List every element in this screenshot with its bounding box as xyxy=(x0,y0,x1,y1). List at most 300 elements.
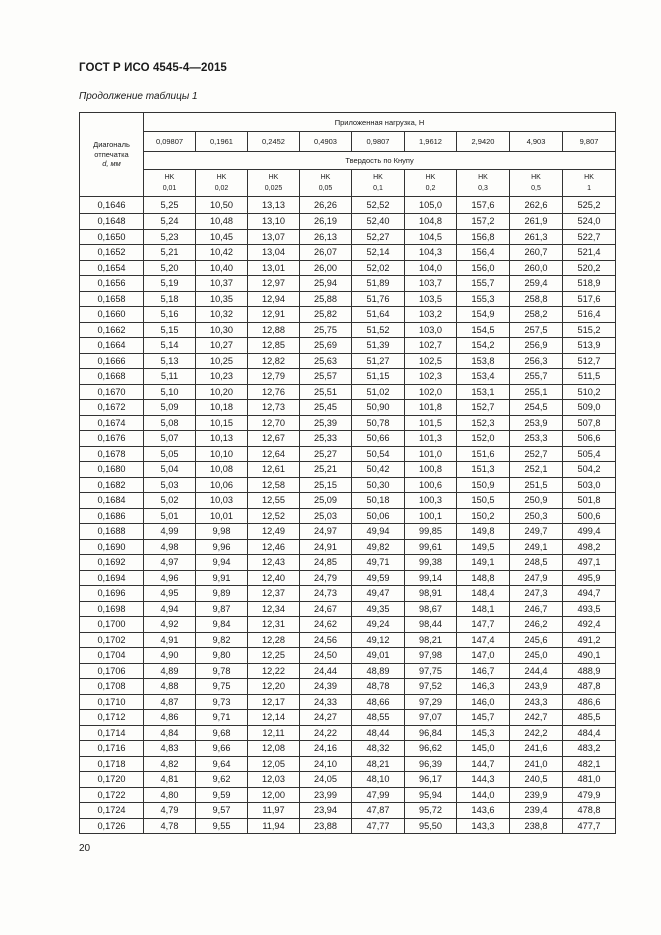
hardness-cell: 147,7 xyxy=(457,617,510,633)
hardness-cell: 5,09 xyxy=(144,400,196,416)
hardness-cell: 97,07 xyxy=(405,710,457,726)
hardness-cell: 261,9 xyxy=(510,214,563,230)
hardness-cell: 156,8 xyxy=(457,229,510,245)
hardness-cell: 101,5 xyxy=(405,415,457,431)
hardness-cell: 153,4 xyxy=(457,369,510,385)
hardness-cell: 24,22 xyxy=(300,725,352,741)
hardness-cell: 99,38 xyxy=(405,555,457,571)
table-row xyxy=(80,446,616,462)
hardness-cell: 481,0 xyxy=(563,772,616,788)
hardness-cell: 144,7 xyxy=(457,756,510,772)
hardness-cell: 12,20 xyxy=(248,679,300,695)
hardness-cell: 12,52 xyxy=(248,508,300,524)
hardness-cell: 155,7 xyxy=(457,276,510,292)
hardness-cell: 257,5 xyxy=(510,322,563,338)
hardness-cell: 154,2 xyxy=(457,338,510,354)
hardness-cell: 12,85 xyxy=(248,338,300,354)
hardness-cell: 12,91 xyxy=(248,307,300,323)
hardness-cell: 240,5 xyxy=(510,772,563,788)
diagonal-cell: 0,1718 xyxy=(80,756,144,772)
hardness-cell: 491,2 xyxy=(563,632,616,648)
table-row xyxy=(80,524,616,540)
hardness-cell: 98,44 xyxy=(405,617,457,633)
hardness-cell: 150,2 xyxy=(457,508,510,524)
hardness-cell: 25,03 xyxy=(300,508,352,524)
hardness-cell: 26,13 xyxy=(300,229,352,245)
diagonal-cell: 0,1660 xyxy=(80,307,144,323)
hardness-cell: 490,1 xyxy=(563,648,616,664)
hardness-cell: 95,72 xyxy=(405,803,457,819)
hardness-cell: 100,6 xyxy=(405,477,457,493)
hardness-cell: 25,57 xyxy=(300,369,352,385)
hardness-cell: 12,94 xyxy=(248,291,300,307)
hardness-cell: 96,84 xyxy=(405,725,457,741)
diagonal-cell: 0,1722 xyxy=(80,787,144,803)
hardness-cell: 25,45 xyxy=(300,400,352,416)
hardness-cell: 5,14 xyxy=(144,338,196,354)
hardness-cell: 12,31 xyxy=(248,617,300,633)
hardness-cell: 9,62 xyxy=(196,772,248,788)
hardness-cell: 5,08 xyxy=(144,415,196,431)
hardness-cell: 150,9 xyxy=(457,477,510,493)
table-body xyxy=(80,197,616,834)
hardness-cell: 483,2 xyxy=(563,741,616,757)
hardness-cell: 143,3 xyxy=(457,818,510,834)
hk-symbol: HK xyxy=(478,174,488,181)
hardness-cell: 243,9 xyxy=(510,679,563,695)
hardness-cell: 52,02 xyxy=(352,260,405,276)
hk-load-subscript: 0,3 xyxy=(478,185,488,192)
hardness-cell: 149,8 xyxy=(457,524,510,540)
hardness-cell: 520,2 xyxy=(563,260,616,276)
hardness-cell: 25,33 xyxy=(300,431,352,447)
hardness-cell: 9,82 xyxy=(196,632,248,648)
hardness-cell: 24,16 xyxy=(300,741,352,757)
hardness-cell: 25,82 xyxy=(300,307,352,323)
diagonal-cell: 0,1702 xyxy=(80,632,144,648)
hardness-cell: 103,5 xyxy=(405,291,457,307)
hardness-cell: 50,18 xyxy=(352,493,405,509)
hardness-cell: 51,89 xyxy=(352,276,405,292)
hardness-cell: 144,0 xyxy=(457,787,510,803)
hardness-cell: 104,8 xyxy=(405,214,457,230)
hardness-cell: 25,94 xyxy=(300,276,352,292)
hardness-cell: 12,82 xyxy=(248,353,300,369)
hardness-cell: 12,03 xyxy=(248,772,300,788)
hardness-cell: 245,0 xyxy=(510,648,563,664)
hardness-cell: 4,96 xyxy=(144,570,196,586)
table-row xyxy=(80,586,616,602)
diagonal-cell: 0,1720 xyxy=(80,772,144,788)
hardness-cell: 9,73 xyxy=(196,694,248,710)
table-row xyxy=(80,197,616,214)
hardness-cell: 12,55 xyxy=(248,493,300,509)
hardness-cell: 52,40 xyxy=(352,214,405,230)
hardness-cell: 260,0 xyxy=(510,260,563,276)
hardness-cell: 11,97 xyxy=(248,803,300,819)
diagonal-cell: 0,1652 xyxy=(80,245,144,261)
hardness-cell: 245,6 xyxy=(510,632,563,648)
hardness-cell: 494,7 xyxy=(563,586,616,602)
page-number: 20 xyxy=(79,843,91,854)
hardness-cell: 155,3 xyxy=(457,291,510,307)
hardness-cell: 96,39 xyxy=(405,756,457,772)
table-row xyxy=(80,477,616,493)
table-row xyxy=(80,384,616,400)
table-row xyxy=(80,679,616,695)
hardness-cell: 258,2 xyxy=(510,307,563,323)
hardness-cell: 9,80 xyxy=(196,648,248,664)
hardness-cell: 4,94 xyxy=(144,601,196,617)
diagonal-cell: 0,1690 xyxy=(80,539,144,555)
hardness-cell: 145,3 xyxy=(457,725,510,741)
hardness-cell: 12,49 xyxy=(248,524,300,540)
hardness-cell: 5,10 xyxy=(144,384,196,400)
hardness-cell: 12,22 xyxy=(248,663,300,679)
hardness-cell: 11,94 xyxy=(248,818,300,834)
hk-symbol: HK xyxy=(268,174,279,181)
hardness-cell: 260,7 xyxy=(510,245,563,261)
table-row xyxy=(80,756,616,772)
hardness-cell: 24,39 xyxy=(300,679,352,695)
hardness-cell: 12,79 xyxy=(248,369,300,385)
hardness-cell: 522,7 xyxy=(563,229,616,245)
hardness-cell: 25,88 xyxy=(300,291,352,307)
hk-label xyxy=(563,170,616,197)
hardness-cell: 24,44 xyxy=(300,663,352,679)
hk-label xyxy=(196,170,248,197)
hardness-cell: 49,82 xyxy=(352,539,405,555)
hardness-cell: 12,05 xyxy=(248,756,300,772)
diagonal-cell: 0,1680 xyxy=(80,462,144,478)
hardness-cell: 262,6 xyxy=(510,197,563,214)
hardness-cell: 495,9 xyxy=(563,570,616,586)
hardness-cell: 4,92 xyxy=(144,617,196,633)
hardness-cell: 51,15 xyxy=(352,369,405,385)
hardness-cell: 10,20 xyxy=(196,384,248,400)
hk-symbol: HK xyxy=(216,174,227,181)
hardness-cell: 246,7 xyxy=(510,601,563,617)
hardness-cell: 5,15 xyxy=(144,322,196,338)
diagonal-cell: 0,1726 xyxy=(80,818,144,834)
hardness-cell: 5,11 xyxy=(144,369,196,385)
hardness-cell: 4,95 xyxy=(144,586,196,602)
hardness-cell: 48,21 xyxy=(352,756,405,772)
hardness-cell: 24,79 xyxy=(300,570,352,586)
table-row xyxy=(80,322,616,338)
hardness-cell: 4,84 xyxy=(144,725,196,741)
hardness-cell: 25,39 xyxy=(300,415,352,431)
table-row xyxy=(80,400,616,416)
hardness-cell: 239,9 xyxy=(510,787,563,803)
hardness-cell: 10,03 xyxy=(196,493,248,509)
hardness-cell: 148,1 xyxy=(457,601,510,617)
hardness-cell: 12,00 xyxy=(248,787,300,803)
diagonal-cell: 0,1672 xyxy=(80,400,144,416)
hardness-cell: 24,73 xyxy=(300,586,352,602)
hardness-cell: 5,04 xyxy=(144,462,196,478)
diagonal-cell: 0,1716 xyxy=(80,741,144,757)
hardness-cell: 145,0 xyxy=(457,741,510,757)
diagonal-cell: 0,1668 xyxy=(80,369,144,385)
hardness-cell: 10,15 xyxy=(196,415,248,431)
table-row xyxy=(80,539,616,555)
table-row xyxy=(80,772,616,788)
table-row xyxy=(80,601,616,617)
hardness-cell: 100,1 xyxy=(405,508,457,524)
hardness-cell: 5,21 xyxy=(144,245,196,261)
hardness-cell: 5,07 xyxy=(144,431,196,447)
table-row xyxy=(80,725,616,741)
hardness-cell: 9,96 xyxy=(196,539,248,555)
hardness-cell: 492,4 xyxy=(563,617,616,633)
hardness-cell: 255,7 xyxy=(510,369,563,385)
diagonal-cell: 0,1686 xyxy=(80,508,144,524)
hardness-cell: 98,91 xyxy=(405,586,457,602)
hardness-cell: 10,37 xyxy=(196,276,248,292)
hardness-cell: 10,48 xyxy=(196,214,248,230)
hardness-cell: 10,10 xyxy=(196,446,248,462)
hardness-cell: 24,27 xyxy=(300,710,352,726)
table-row xyxy=(80,617,616,633)
hardness-cell: 102,0 xyxy=(405,384,457,400)
hk-symbol: HK xyxy=(373,174,383,181)
hardness-cell: 24,05 xyxy=(300,772,352,788)
table-row xyxy=(80,431,616,447)
hardness-cell: 12,40 xyxy=(248,570,300,586)
hardness-cell: 479,9 xyxy=(563,787,616,803)
hardness-cell: 101,8 xyxy=(405,400,457,416)
hardness-cell: 503,0 xyxy=(563,477,616,493)
diagonal-cell: 0,1696 xyxy=(80,586,144,602)
hardness-cell: 105,0 xyxy=(405,197,457,214)
hardness-cell: 516,4 xyxy=(563,307,616,323)
hardness-cell: 524,0 xyxy=(563,214,616,230)
hardness-cell: 10,25 xyxy=(196,353,248,369)
hardness-cell: 12,76 xyxy=(248,384,300,400)
table-row xyxy=(80,493,616,509)
table-row xyxy=(80,787,616,803)
hardness-cell: 250,9 xyxy=(510,493,563,509)
hardness-cell: 13,01 xyxy=(248,260,300,276)
diagonal-cell: 0,1700 xyxy=(80,617,144,633)
hardness-cell: 10,35 xyxy=(196,291,248,307)
hardness-cell: 9,75 xyxy=(196,679,248,695)
hk-label xyxy=(510,170,563,197)
hardness-cell: 103,7 xyxy=(405,276,457,292)
hardness-cell: 242,2 xyxy=(510,725,563,741)
hardness-cell: 12,28 xyxy=(248,632,300,648)
hardness-cell: 5,24 xyxy=(144,214,196,230)
hardness-cell: 95,94 xyxy=(405,787,457,803)
hardness-cell: 5,23 xyxy=(144,229,196,245)
table-row xyxy=(80,338,616,354)
hardness-cell: 4,78 xyxy=(144,818,196,834)
hardness-cell: 4,83 xyxy=(144,741,196,757)
diagonal-cell: 0,1654 xyxy=(80,260,144,276)
load-value: 0,2452 xyxy=(248,132,300,152)
hardness-cell: 9,55 xyxy=(196,818,248,834)
hardness-cell: 49,01 xyxy=(352,648,405,664)
hardness-cell: 151,6 xyxy=(457,446,510,462)
hardness-cell: 148,8 xyxy=(457,570,510,586)
load-value: 1,9612 xyxy=(405,132,457,152)
hardness-cell: 153,1 xyxy=(457,384,510,400)
hardness-cell: 49,94 xyxy=(352,524,405,540)
hardness-cell: 24,91 xyxy=(300,539,352,555)
hardness-cell: 23,94 xyxy=(300,803,352,819)
hardness-cell: 497,1 xyxy=(563,555,616,571)
table-row xyxy=(80,369,616,385)
hardness-cell: 507,8 xyxy=(563,415,616,431)
table-row xyxy=(80,307,616,323)
hardness-cell: 5,19 xyxy=(144,276,196,292)
hardness-cell: 9,91 xyxy=(196,570,248,586)
hardness-cell: 5,03 xyxy=(144,477,196,493)
diagonal-cell: 0,1676 xyxy=(80,431,144,447)
diagonal-cell: 0,1646 xyxy=(80,197,144,214)
hardness-cell: 104,0 xyxy=(405,260,457,276)
hardness-cell: 4,99 xyxy=(144,524,196,540)
hardness-cell: 24,10 xyxy=(300,756,352,772)
table-caption: Продолжение таблицы 1 xyxy=(79,91,198,102)
table-row xyxy=(80,214,616,230)
hardness-cell: 4,86 xyxy=(144,710,196,726)
hardness-cell: 96,17 xyxy=(405,772,457,788)
hardness-cell: 100,8 xyxy=(405,462,457,478)
diagonal-cell: 0,1706 xyxy=(80,663,144,679)
hardness-cell: 146,3 xyxy=(457,679,510,695)
hardness-cell: 258,8 xyxy=(510,291,563,307)
hardness-cell: 24,33 xyxy=(300,694,352,710)
hardness-cell: 49,47 xyxy=(352,586,405,602)
hardness-cell: 241,6 xyxy=(510,741,563,757)
hardness-cell: 9,66 xyxy=(196,741,248,757)
load-value: 0,09807 xyxy=(144,132,196,152)
hardness-cell: 99,14 xyxy=(405,570,457,586)
hardness-cell: 25,51 xyxy=(300,384,352,400)
load-header: Приложенная нагрузка, Н xyxy=(144,113,616,132)
hardness-cell: 12,61 xyxy=(248,462,300,478)
hardness-cell: 9,71 xyxy=(196,710,248,726)
hardness-cell: 104,5 xyxy=(405,229,457,245)
hk-load-subscript: 0,05 xyxy=(318,185,333,192)
hardness-cell: 154,5 xyxy=(457,322,510,338)
hardness-cell: 152,0 xyxy=(457,431,510,447)
table-row xyxy=(80,276,616,292)
hardness-cell: 48,44 xyxy=(352,725,405,741)
hardness-cell: 10,08 xyxy=(196,462,248,478)
hardness-cell: 97,52 xyxy=(405,679,457,695)
load-value: 0,4903 xyxy=(300,132,352,152)
table-row xyxy=(80,555,616,571)
hardness-cell: 251,5 xyxy=(510,477,563,493)
diagonal-cell: 0,1698 xyxy=(80,601,144,617)
hk-symbol: HK xyxy=(320,174,331,181)
diagonal-header: Диагональ отпечатка d, мм xyxy=(80,113,144,197)
diagonal-cell: 0,1664 xyxy=(80,338,144,354)
table-row xyxy=(80,710,616,726)
diagonal-cell: 0,1648 xyxy=(80,214,144,230)
hardness-cell: 12,70 xyxy=(248,415,300,431)
hardness-cell: 51,52 xyxy=(352,322,405,338)
load-values-row xyxy=(80,132,616,152)
hardness-cell: 10,06 xyxy=(196,477,248,493)
hardness-cell: 246,2 xyxy=(510,617,563,633)
hardness-cell: 4,82 xyxy=(144,756,196,772)
hardness-cell: 147,4 xyxy=(457,632,510,648)
hardness-cell: 51,02 xyxy=(352,384,405,400)
hardness-cell: 152,7 xyxy=(457,400,510,416)
hardness-cell: 253,9 xyxy=(510,415,563,431)
hardness-cell: 518,9 xyxy=(563,276,616,292)
hardness-cell: 24,50 xyxy=(300,648,352,664)
hardness-cell: 101,0 xyxy=(405,446,457,462)
hk-label xyxy=(405,170,457,197)
hardness-cell: 25,75 xyxy=(300,322,352,338)
hardness-cell: 50,30 xyxy=(352,477,405,493)
hardness-cell: 103,2 xyxy=(405,307,457,323)
hardness-cell: 52,52 xyxy=(352,197,405,214)
hardness-cell: 484,4 xyxy=(563,725,616,741)
hardness-cell: 26,19 xyxy=(300,214,352,230)
hardness-cell: 9,59 xyxy=(196,787,248,803)
hardness-cell: 517,6 xyxy=(563,291,616,307)
diagonal-cell: 0,1692 xyxy=(80,555,144,571)
hardness-cell: 12,67 xyxy=(248,431,300,447)
table-row xyxy=(80,648,616,664)
hardness-cell: 96,62 xyxy=(405,741,457,757)
hk-load-subscript: 1 xyxy=(587,185,591,192)
hardness-cell: 254,5 xyxy=(510,400,563,416)
hardness-cell: 50,42 xyxy=(352,462,405,478)
hardness-cell: 515,2 xyxy=(563,322,616,338)
hardness-header: Твердость по Кнупу xyxy=(144,152,616,170)
load-value: 9,807 xyxy=(563,132,616,152)
hardness-cell: 12,37 xyxy=(248,586,300,602)
hardness-cell: 9,68 xyxy=(196,725,248,741)
hardness-cell: 50,54 xyxy=(352,446,405,462)
hardness-cell: 149,1 xyxy=(457,555,510,571)
hardness-cell: 49,35 xyxy=(352,601,405,617)
document-title: ГОСТ Р ИСО 4545-4—2015 xyxy=(79,62,227,74)
hardness-cell: 102,7 xyxy=(405,338,457,354)
hardness-cell: 506,6 xyxy=(563,431,616,447)
hardness-cell: 493,5 xyxy=(563,601,616,617)
table-row xyxy=(80,462,616,478)
diagonal-cell: 0,1650 xyxy=(80,229,144,245)
hardness-cell: 49,59 xyxy=(352,570,405,586)
hk-load-subscript: 0,2 xyxy=(425,185,436,192)
hk-symbol: HK xyxy=(531,174,541,181)
hardness-cell: 4,97 xyxy=(144,555,196,571)
hardness-cell: 13,07 xyxy=(248,229,300,245)
hardness-cell: 52,14 xyxy=(352,245,405,261)
hardness-cell: 250,3 xyxy=(510,508,563,524)
hardness-cell: 488,9 xyxy=(563,663,616,679)
hardness-cell: 51,27 xyxy=(352,353,405,369)
hardness-cell: 12,73 xyxy=(248,400,300,416)
hardness-cell: 10,27 xyxy=(196,338,248,354)
hardness-cell: 25,63 xyxy=(300,353,352,369)
hardness-cell: 4,88 xyxy=(144,679,196,695)
hardness-cell: 24,85 xyxy=(300,555,352,571)
hardness-cell: 12,43 xyxy=(248,555,300,571)
table-row xyxy=(80,353,616,369)
table-row xyxy=(80,570,616,586)
hardness-cell: 509,0 xyxy=(563,400,616,416)
load-value: 2,9420 xyxy=(457,132,510,152)
